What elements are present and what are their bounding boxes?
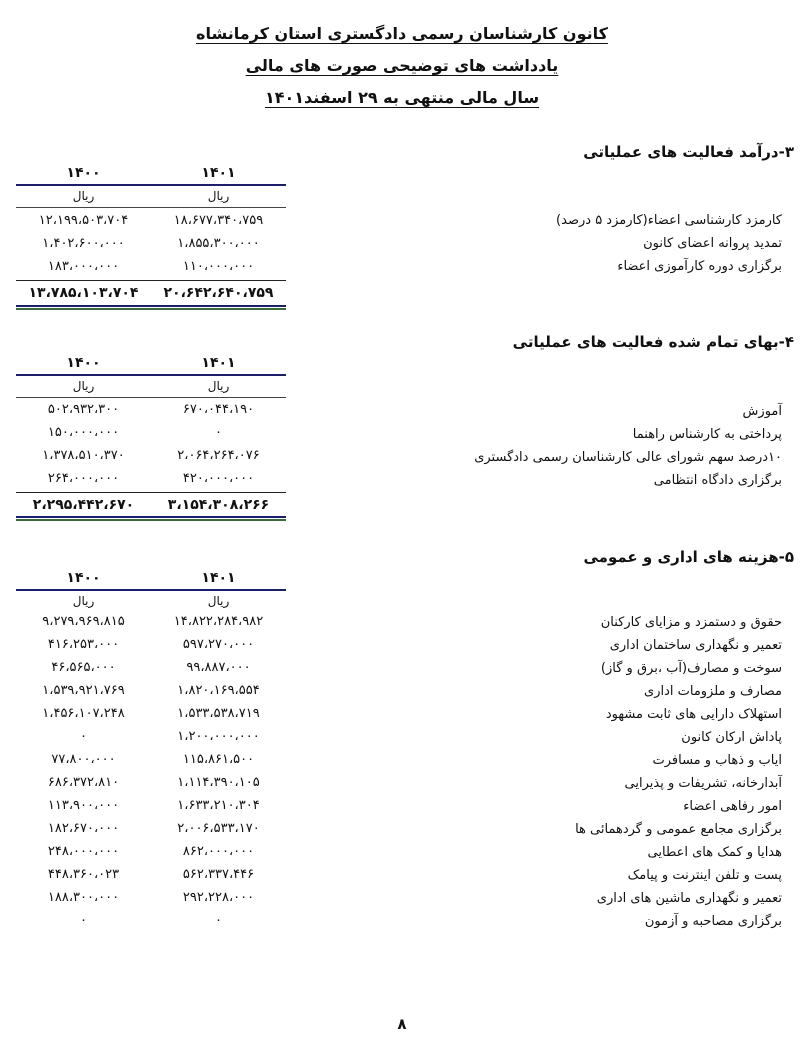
section-3-labels xyxy=(556,209,782,278)
table-cell: ۲۴۸،۰۰۰،۰۰۰ xyxy=(47,844,120,859)
column-1400 xyxy=(16,163,151,183)
values-1401 xyxy=(151,209,286,278)
row-label: پرداختی به کارشناس راهنما xyxy=(632,427,782,442)
table-cell: ۸۶۲،۰۰۰،۰۰۰ xyxy=(182,844,255,859)
section-4-table xyxy=(16,353,286,523)
row-label: برگزاری دادگاه انتظامی xyxy=(653,473,782,488)
organization-title: کانون کارشناسان رسمی دادگستری استان کرمانشاه xyxy=(196,24,608,43)
row-label: پست و تلفن اینترنت و پیامک xyxy=(627,868,782,883)
section-5-title: ۵-هزینه های اداری و عمومی xyxy=(583,548,794,566)
row-label: تعمیر و نگهداری ساختمان اداری xyxy=(609,638,782,653)
table-cell: ۱،۵۳۹،۹۲۱،۷۶۹ xyxy=(42,683,125,698)
values-1400 xyxy=(16,209,151,278)
values-1401 xyxy=(151,398,286,490)
total-rule xyxy=(16,492,286,493)
unit-label: ریال xyxy=(72,594,95,608)
table-cell: ۱،۵۳۳،۵۳۸،۷۱۹ xyxy=(177,706,260,721)
unit-label: ریال xyxy=(72,379,95,393)
table-cell: ۱،۴۵۶،۱۰۷،۲۴۸ xyxy=(42,706,125,721)
year-header-1401: ۱۴۰۱ xyxy=(201,355,236,371)
year-header-1400: ۱۴۰۰ xyxy=(66,355,101,371)
fiscal-year-title: سال مالی منتهی به ۲۹ اسفند۱۴۰۱ xyxy=(264,88,540,107)
table-cell: ۱،۸۲۰،۱۶۹،۵۵۴ xyxy=(177,683,260,698)
section-4-labels xyxy=(474,400,782,492)
table-cell: ۲،۰۰۶،۵۳۳،۱۷۰ xyxy=(177,821,260,836)
table-cell: ۱۸۸،۳۰۰،۰۰۰ xyxy=(47,890,120,905)
table-cell: ۱۵۰،۰۰۰،۰۰۰ xyxy=(47,425,120,440)
table-cell: ۲۹۲،۲۲۸،۰۰۰ xyxy=(182,890,255,905)
row-label: امور رفاهی اعضاء xyxy=(683,799,782,814)
table-cell: ۴۴۸،۳۶۰،۰۲۳ xyxy=(47,867,120,882)
table-cell: ۱۲،۱۹۹،۵۰۳،۷۰۴ xyxy=(38,213,129,228)
row-label: استهلاک دارایی های ثابت مشهود xyxy=(605,707,782,722)
row-label: مصارف و ملزومات اداری xyxy=(644,684,782,699)
values-1400 xyxy=(16,610,151,932)
row-label: تعمیر و نگهداری ماشین های اداری xyxy=(596,891,782,906)
table-cell: ۰ xyxy=(80,913,87,928)
year-header-1400: ۱۴۰۰ xyxy=(66,165,101,181)
row-label: هدایا و کمک های اعطایی xyxy=(647,845,782,860)
year-header-1401: ۱۴۰۱ xyxy=(201,570,236,586)
values-1400 xyxy=(16,398,151,490)
table-cell: ۶۸۶،۳۷۲،۸۱۰ xyxy=(47,775,120,790)
table-cell: ۱۱۵،۸۶۱،۵۰۰ xyxy=(182,752,255,767)
table-cell: ۵۰۲،۹۳۲،۳۰۰ xyxy=(47,402,120,417)
row-label: ایاب و ذهاب و مسافرت xyxy=(652,753,782,768)
row-label: ۱۰درصد سهم شورای عالی کارشناسان رسمی دادگستری xyxy=(474,450,782,465)
section-3-title: ۳-درآمد فعالیت های عملیاتی xyxy=(583,143,794,161)
row-label: برگزاری مجامع عمومی و گردهمائی ها xyxy=(575,822,782,837)
row-label: برگزاری مصاحبه و آزمون xyxy=(644,914,782,929)
table-cell: ۱۱۳،۹۰۰،۰۰۰ xyxy=(47,798,120,813)
row-label: سوخت و مصارف(آب ،برق و گاز) xyxy=(600,661,782,676)
table-cell: ۱۸۲،۶۷۰،۰۰۰ xyxy=(47,821,120,836)
section-5-table xyxy=(16,568,286,948)
table-cell: ۱۸۳،۰۰۰،۰۰۰ xyxy=(47,259,120,274)
total-rule xyxy=(16,280,286,281)
double-rule xyxy=(16,305,286,310)
column-1401 xyxy=(151,163,286,183)
values-1401 xyxy=(151,610,286,932)
table-cell: ۱،۱۱۴،۳۹۰،۱۰۵ xyxy=(177,775,260,790)
row-label: برگزاری دوره کارآموزی اعضاء xyxy=(617,259,782,274)
total-1400: ۲،۲۹۵،۴۴۲،۶۷۰ xyxy=(32,497,135,513)
section-5-labels xyxy=(575,611,782,933)
table-cell: ۴۱۶،۲۵۳،۰۰۰ xyxy=(47,637,120,652)
table-cell: ۶۷۰،۰۴۴،۱۹۰ xyxy=(182,402,255,417)
table-cell: ۵۹۷،۲۷۰،۰۰۰ xyxy=(182,637,255,652)
table-cell: ۴۲۰،۰۰۰،۰۰۰ xyxy=(182,471,255,486)
unit-label: ریال xyxy=(207,189,230,203)
table-cell: ۱۱۰،۰۰۰،۰۰۰ xyxy=(182,259,255,274)
unit-label: ریال xyxy=(72,189,95,203)
total-1401: ۳،۱۵۴،۳۰۸،۲۶۶ xyxy=(167,497,270,513)
double-rule xyxy=(16,516,286,521)
table-cell: ۱۸،۶۷۷،۳۴۰،۷۵۹ xyxy=(173,213,264,228)
unit-label: ریال xyxy=(207,379,230,393)
unit-label: ریال xyxy=(207,594,230,608)
row-label: آموزش xyxy=(742,404,782,419)
table-cell: ۱،۲۰۰،۰۰۰،۰۰۰ xyxy=(177,729,260,744)
total-1400: ۱۳،۷۸۵،۱۰۳،۷۰۴ xyxy=(28,285,139,301)
document-header xyxy=(0,18,804,114)
table-cell: ۹۹،۸۸۷،۰۰۰ xyxy=(186,660,251,675)
table-cell: ۲،۰۶۴،۲۶۴،۰۷۶ xyxy=(177,448,260,463)
unit-rule xyxy=(16,207,286,208)
row-label: تمدید پروانه اعضای کانون xyxy=(643,236,782,251)
row-label: پاداش ارکان کانون xyxy=(681,730,782,745)
row-label: آبدارخانه، تشریفات و پذیرایی xyxy=(624,776,782,791)
table-cell: ۱،۴۰۲،۶۰۰،۰۰۰ xyxy=(42,236,125,251)
section-3-table xyxy=(16,163,286,313)
section-4-title: ۴-بهای تمام شده فعالیت های عملیاتی xyxy=(512,333,794,351)
table-cell: ۱،۸۵۵،۳۰۰،۰۰۰ xyxy=(177,236,260,251)
row-label: حقوق و دستمزد و مزایای کارکنان xyxy=(600,615,782,630)
table-cell: ۰ xyxy=(215,425,222,440)
table-cell: ۹،۲۷۹،۹۶۹،۸۱۵ xyxy=(42,614,125,629)
total-1401: ۲۰،۶۴۲،۶۴۰،۷۵۹ xyxy=(163,285,274,301)
table-cell: ۲۶۴،۰۰۰،۰۰۰ xyxy=(47,471,120,486)
table-cell: ۷۷،۸۰۰،۰۰۰ xyxy=(51,752,116,767)
table-cell: ۰ xyxy=(215,913,222,928)
notes-title: یادداشت های توضیحی صورت های مالی xyxy=(245,56,559,75)
page-number: ۸ xyxy=(397,1015,407,1033)
row-label: کارمزد کارشناسی اعضاء(کارمزد ۵ درصد) xyxy=(556,213,782,228)
year-header-1400: ۱۴۰۰ xyxy=(66,570,101,586)
table-cell: ۰ xyxy=(80,729,87,744)
table-cell: ۱،۳۷۸،۵۱۰،۳۷۰ xyxy=(42,448,125,463)
table-cell: ۵۶۲،۳۳۷،۴۴۶ xyxy=(182,867,255,882)
table-cell: ۴۶،۵۶۵،۰۰۰ xyxy=(51,660,116,675)
year-header-1401: ۱۴۰۱ xyxy=(201,165,236,181)
table-cell: ۱،۶۳۳،۲۱۰،۳۰۴ xyxy=(177,798,260,813)
table-cell: ۱۴،۸۲۲،۲۸۴،۹۸۲ xyxy=(173,614,264,629)
